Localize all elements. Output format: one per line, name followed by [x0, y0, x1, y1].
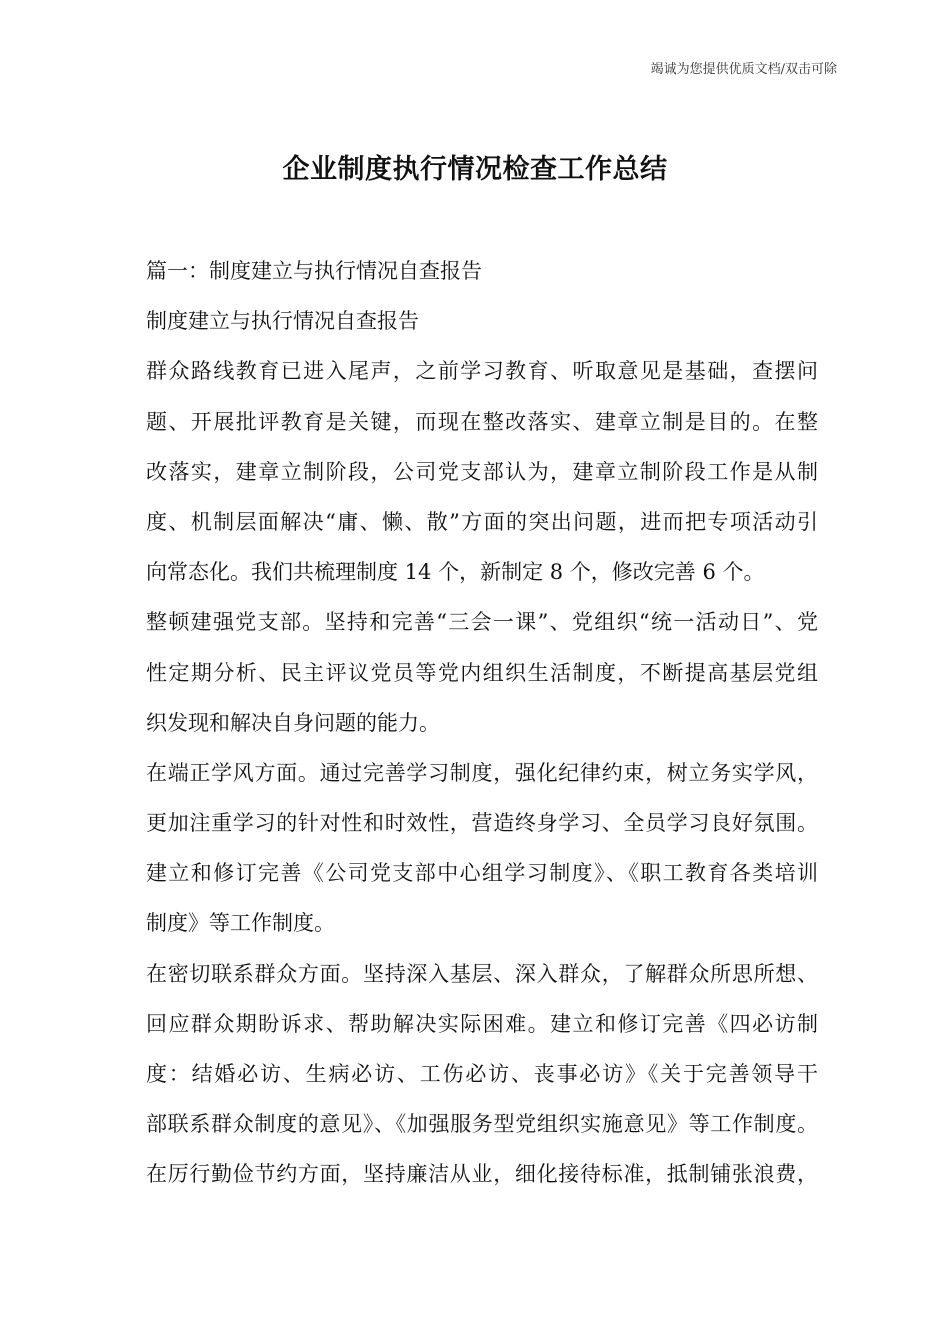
paragraph-line: 题、开展批评教育是关键，而现在整改落实、建章立制是目的。在整 — [146, 409, 818, 434]
header-note: 竭诚为您提供优质文档/双击可除 — [650, 62, 837, 77]
paragraph-line: 向常态化。我们共梳理制度 14 个，新制定 8 个，修改完善 6 个。 — [146, 560, 765, 585]
paragraph-line: 建立和修订完善《公司党支部中心组学习制度》、《职工教育各类培训 — [146, 861, 818, 886]
paragraph-line: 更加注重学习的针对性和时效性，营造终身学习、全员学习良好氛围。 — [146, 811, 818, 836]
document-body — [146, 252, 818, 1206]
paragraph-line: 织发现和解决自身问题的能力。 — [146, 710, 440, 735]
section-heading: 篇一：制度建立与执行情况自查报告 — [146, 259, 482, 283]
paragraph-line: 在端正学风方面。通过完善学习制度，强化纪律约束，树立务实学风， — [146, 760, 818, 785]
paragraph-line: 回应群众期盼诉求、帮助解决实际困难。建立和修订完善《四必访制 — [146, 1011, 818, 1036]
paragraph-line: 度：结婚必访、生病必访、工伤必访、丧事必访》《关于完善领导干 — [146, 1062, 818, 1086]
paragraph-line: 性定期分析、民主评议党员等党内组织生活制度，不断提高基层党组 — [146, 660, 818, 685]
paragraph-line: 度、机制层面解决“庸、懒、散”方面的突出问题，进而把专项活动引 — [146, 509, 818, 534]
paragraph-line: 在密切联系群众方面。坚持深入基层、深入群众，了解群众所思所想、 — [146, 961, 818, 986]
report-subtitle: 制度建立与执行情况自查报告 — [146, 309, 419, 334]
document-title: 企业制度执行情况检查工作总结 — [282, 154, 668, 185]
paragraph-line: 在厉行勤俭节约方面，坚持廉洁从业，细化接待标准，抵制铺张浪费， — [146, 1162, 818, 1187]
paragraph-line: 制度》等工作制度。 — [146, 911, 335, 936]
paragraph-line: 改落实，建章立制阶段，公司党支部认为，建章立制阶段工作是从制 — [146, 459, 818, 484]
paragraph-line: 整顿建强党支部。坚持和完善“三会一课”、党组织“统一活动日”、党 — [146, 610, 818, 635]
paragraph-line: 群众路线教育已进入尾声，之前学习教育、听取意见是基础，查摆问 — [146, 359, 818, 384]
paragraph-line: 部联系群众制度的意见》、《加强服务型党组织实施意见》等工作制度。 — [146, 1112, 818, 1137]
